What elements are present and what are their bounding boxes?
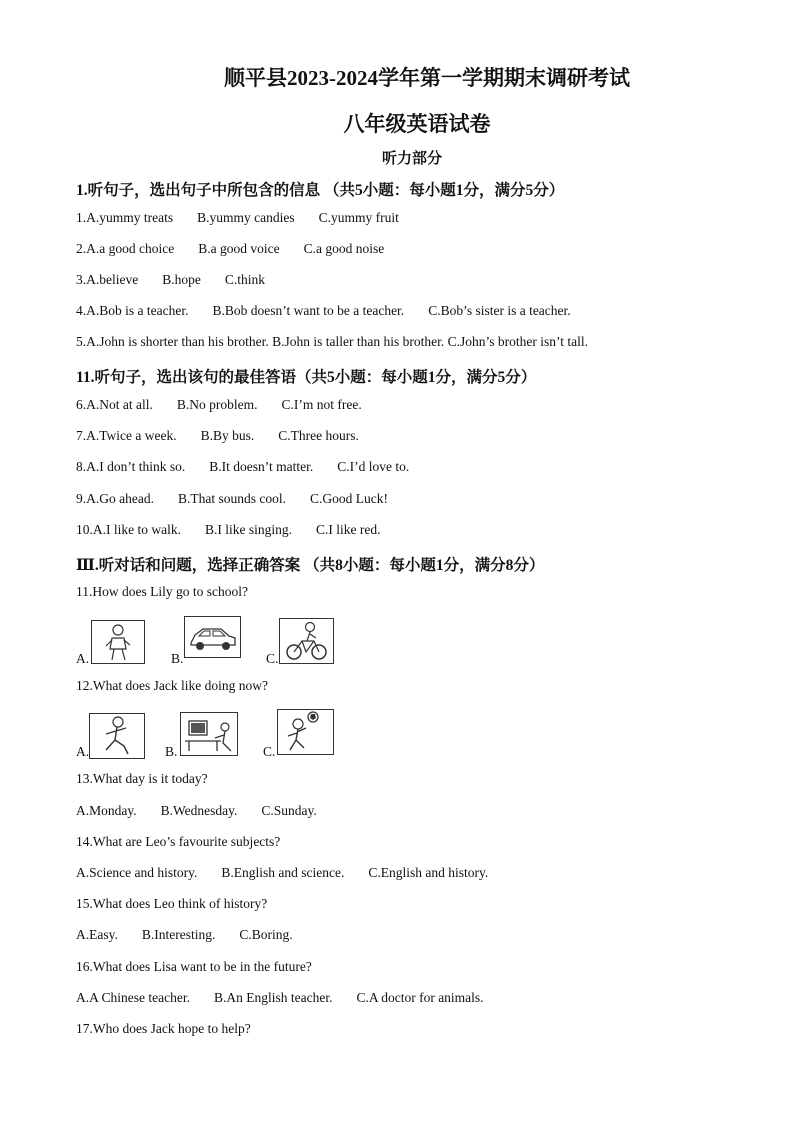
question-15: 15.What does Leo think of history?: [76, 896, 268, 911]
option-a[interactable]: A.A Chinese teacher.: [76, 990, 190, 1005]
question-14: 14.What are Leo’s favourite subjects?: [76, 834, 281, 849]
picture-label-b[interactable]: B.: [171, 651, 184, 666]
option-b[interactable]: B.Interesting.: [141, 927, 216, 942]
question-14-options: [76, 865, 512, 881]
football-boy-icon[interactable]: [277, 709, 334, 755]
picture-label-b[interactable]: B.: [165, 744, 178, 759]
option-a[interactable]: A.Easy.: [76, 927, 118, 942]
section-1-heading: 1.听句子，选出句子中所包含的信息 （共5小题：每小题1分，满分5分）: [76, 182, 565, 199]
car-icon[interactable]: [184, 616, 241, 658]
option-c[interactable]: C.Good Luck!: [309, 491, 388, 506]
section-3-heading: Ⅲ.听对话和问题，选择正确答案 （共8小题：每小题1分，满分8分）: [76, 557, 545, 574]
option-b[interactable]: B.That sounds cool.: [177, 491, 286, 506]
option-c[interactable]: C.think: [224, 272, 265, 287]
option-c[interactable]: C.Boring.: [239, 927, 293, 942]
page-title: 顺平县2023-2024学年第一学期期末调研考试: [224, 66, 630, 90]
option-c[interactable]: C.I like red.: [315, 522, 381, 537]
computer-desk-icon[interactable]: [180, 712, 238, 756]
question-5: 5.A.John is shorter than his brother. B.John is taller than his brother. C.John’s brother isn’t tall.: [76, 334, 588, 349]
option-b[interactable]: B.By bus.: [200, 428, 255, 443]
option-a[interactable]: 10.A.I like to walk.: [76, 522, 181, 537]
option-c[interactable]: C.yummy fruit: [318, 210, 399, 225]
picture-label-a[interactable]: A.: [76, 651, 90, 666]
question-13: 13.What day is it today?: [76, 771, 208, 786]
walking-girl-icon[interactable]: [91, 620, 145, 664]
option-c[interactable]: C.A doctor for animals.: [356, 990, 484, 1005]
question-8: [76, 459, 433, 475]
option-a[interactable]: 1.A.yummy treats: [76, 210, 174, 225]
question-12: 12.What does Jack like doing now?: [76, 678, 268, 693]
option-a[interactable]: 9.A.Go ahead.: [76, 491, 154, 506]
bicycle-icon[interactable]: [279, 618, 334, 664]
option-a[interactable]: 8.A.I don’t think so.: [76, 459, 186, 474]
option-b[interactable]: B.An English teacher.: [213, 990, 333, 1005]
running-boy-icon[interactable]: [89, 713, 145, 759]
question-9: [76, 491, 412, 507]
option-c[interactable]: C.English and history.: [368, 865, 489, 880]
option-b[interactable]: B.No problem.: [176, 397, 258, 412]
option-c[interactable]: C.Three hours.: [278, 428, 359, 443]
question-11: 11.How does Lily go to school?: [76, 584, 248, 599]
question-4: [76, 303, 595, 319]
option-b[interactable]: B.It doesn’t matter.: [209, 459, 314, 474]
picture-label-c[interactable]: C.: [266, 651, 279, 666]
option-c[interactable]: C.I’d love to.: [337, 459, 410, 474]
option-b[interactable]: B.English and science.: [221, 865, 345, 880]
question-16-options: [76, 990, 508, 1006]
question-1: [76, 210, 423, 226]
option-a[interactable]: 7.A.Twice a week.: [76, 428, 177, 443]
paper-subtitle: 八年级英语试卷: [343, 112, 491, 136]
picture-label-a[interactable]: A.: [76, 744, 90, 759]
option-b[interactable]: B.I like singing.: [204, 522, 292, 537]
question-6: [76, 397, 386, 413]
part-heading: 听力部分: [381, 151, 442, 167]
option-c[interactable]: C.a good noise: [303, 241, 385, 256]
section-2-heading: 11.听句子，选出该句的最佳答语（共5小题：每小题1分，满分5分）: [76, 369, 537, 386]
option-b[interactable]: B.hope: [162, 272, 201, 287]
option-b[interactable]: B.Wednesday.: [160, 803, 238, 818]
option-b[interactable]: B.Bob doesn’t want to be a teacher.: [212, 303, 405, 318]
option-a[interactable]: 3.A.believe: [76, 272, 139, 287]
question-15-options: [76, 927, 317, 943]
option-a[interactable]: A.Monday.: [76, 803, 137, 818]
option-a[interactable]: 6.A.Not at all.: [76, 397, 153, 412]
question-13-options: [76, 803, 341, 819]
option-a[interactable]: 4.A.Bob is a teacher.: [76, 303, 189, 318]
option-a[interactable]: 2.A.a good choice: [76, 241, 175, 256]
question-7: [76, 428, 383, 444]
option-c[interactable]: C.I’m not free.: [281, 397, 362, 412]
picture-label-c[interactable]: C.: [263, 744, 276, 759]
question-17: 17.Who does Jack hope to help?: [76, 1021, 251, 1036]
option-a[interactable]: A.Science and history.: [76, 865, 198, 880]
question-10: [76, 522, 404, 538]
question-2: [76, 241, 408, 257]
question-16: 16.What does Lisa want to be in the future?: [76, 959, 312, 974]
option-b[interactable]: B.yummy candies: [197, 210, 295, 225]
option-c[interactable]: C.Sunday.: [261, 803, 317, 818]
question-3: [76, 272, 289, 288]
option-c[interactable]: C.Bob’s sister is a teacher.: [428, 303, 571, 318]
option-b[interactable]: B.a good voice: [198, 241, 280, 256]
